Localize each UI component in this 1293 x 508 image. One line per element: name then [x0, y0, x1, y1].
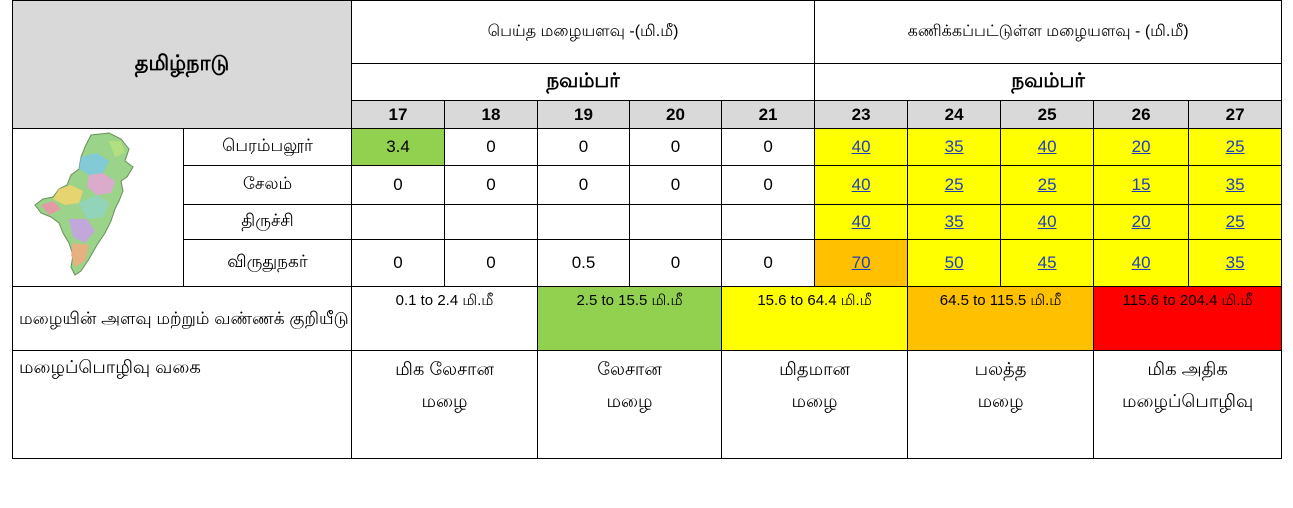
rain-type-light: லேசான மழை: [538, 351, 722, 459]
rain-type-very-heavy: மிக அதிக மழைப்பொழிவு: [1094, 351, 1282, 459]
forecast-value: 40: [1094, 240, 1189, 287]
rain-type-moderate: மிதமான மழை: [722, 351, 908, 459]
forecast-value: 25: [1189, 129, 1282, 166]
forecast-day-23: 23: [815, 101, 908, 129]
observed-value: 0: [538, 166, 630, 204]
forecast-value: 40: [815, 204, 908, 239]
legend-range-very-heavy: 115.6 to 204.4 மி.மீ: [1094, 287, 1282, 351]
forecast-rainfall-title: கணிக்கப்பட்டுள்ள மழையளவு - (மி.மீ): [815, 1, 1282, 64]
rainfall-table-container: [12, 0, 1281, 459]
observed-value: [445, 204, 538, 239]
observed-value: 0: [722, 166, 815, 204]
observed-value: 0: [630, 166, 722, 204]
observed-day-18: 18: [445, 101, 538, 129]
forecast-value: 40: [815, 166, 908, 204]
forecast-value: 35: [1189, 240, 1282, 287]
observed-value: [722, 204, 815, 239]
rain-type-very-light: மிக லேசான மழை: [352, 351, 538, 459]
observed-value: [352, 204, 445, 239]
district-name: திருச்சி: [184, 204, 352, 239]
forecast-value: 25: [908, 166, 1001, 204]
forecast-value: 40: [1001, 129, 1094, 166]
observed-value: 0: [445, 166, 538, 204]
observed-day-21: 21: [722, 101, 815, 129]
observed-rainfall-title: பெய்த மழையளவு -(மி.மீ): [352, 1, 815, 64]
observed-value: 0: [538, 129, 630, 166]
forecast-value: 40: [1001, 204, 1094, 239]
district-name: சேலம்: [184, 166, 352, 204]
legend-range-moderate: 15.6 to 64.4 மி.மீ: [722, 287, 908, 351]
forecast-day-27: 27: [1189, 101, 1282, 129]
rainfall-table: [12, 0, 1282, 459]
observed-day-19: 19: [538, 101, 630, 129]
forecast-value: 35: [908, 204, 1001, 239]
observed-day-17: 17: [352, 101, 445, 129]
forecast-value: 35: [908, 129, 1001, 166]
forecast-day-24: 24: [908, 101, 1001, 129]
observed-value: [538, 204, 630, 239]
state-header: தமிழ்நாடு: [13, 1, 352, 129]
rain-type-label: மழைப்பொழிவு வகை: [13, 351, 352, 459]
observed-value: 0: [445, 240, 538, 287]
observed-value: 0: [352, 240, 445, 287]
district-name: பெரம்பலூர்: [184, 129, 352, 166]
forecast-value: 25: [1001, 166, 1094, 204]
observed-value: 0.5: [538, 240, 630, 287]
observed-month: நவம்பர்: [352, 64, 815, 101]
forecast-value: 40: [815, 129, 908, 166]
forecast-day-26: 26: [1094, 101, 1189, 129]
forecast-value: 70: [815, 240, 908, 287]
tamil-nadu-map-icon: [13, 129, 184, 287]
observed-value: 0: [630, 129, 722, 166]
legend-range-heavy: 64.5 to 115.5 மி.மீ: [908, 287, 1094, 351]
observed-value: 3.4: [352, 129, 445, 166]
observed-value: 0: [630, 240, 722, 287]
forecast-month: நவம்பர்: [815, 64, 1282, 101]
district-name: விருதுநகர்: [184, 240, 352, 287]
forecast-value: 15: [1094, 166, 1189, 204]
observed-value: 0: [722, 240, 815, 287]
forecast-value: 20: [1094, 129, 1189, 166]
legend-range-light: 2.5 to 15.5 மி.மீ: [538, 287, 722, 351]
observed-value: 0: [445, 129, 538, 166]
legend-label: மழையின் அளவு மற்றும் வண்ணக் குறியீடு: [13, 287, 352, 351]
forecast-value: 50: [908, 240, 1001, 287]
observed-value: 0: [352, 166, 445, 204]
legend-range-very-light: 0.1 to 2.4 மி.மீ: [352, 287, 538, 351]
rain-type-heavy: பலத்த மழை: [908, 351, 1094, 459]
observed-day-20: 20: [630, 101, 722, 129]
forecast-value: 35: [1189, 166, 1282, 204]
forecast-value: 45: [1001, 240, 1094, 287]
forecast-value: 20: [1094, 204, 1189, 239]
observed-value: 0: [722, 129, 815, 166]
forecast-day-25: 25: [1001, 101, 1094, 129]
forecast-value: 25: [1189, 204, 1282, 239]
observed-value: [630, 204, 722, 239]
